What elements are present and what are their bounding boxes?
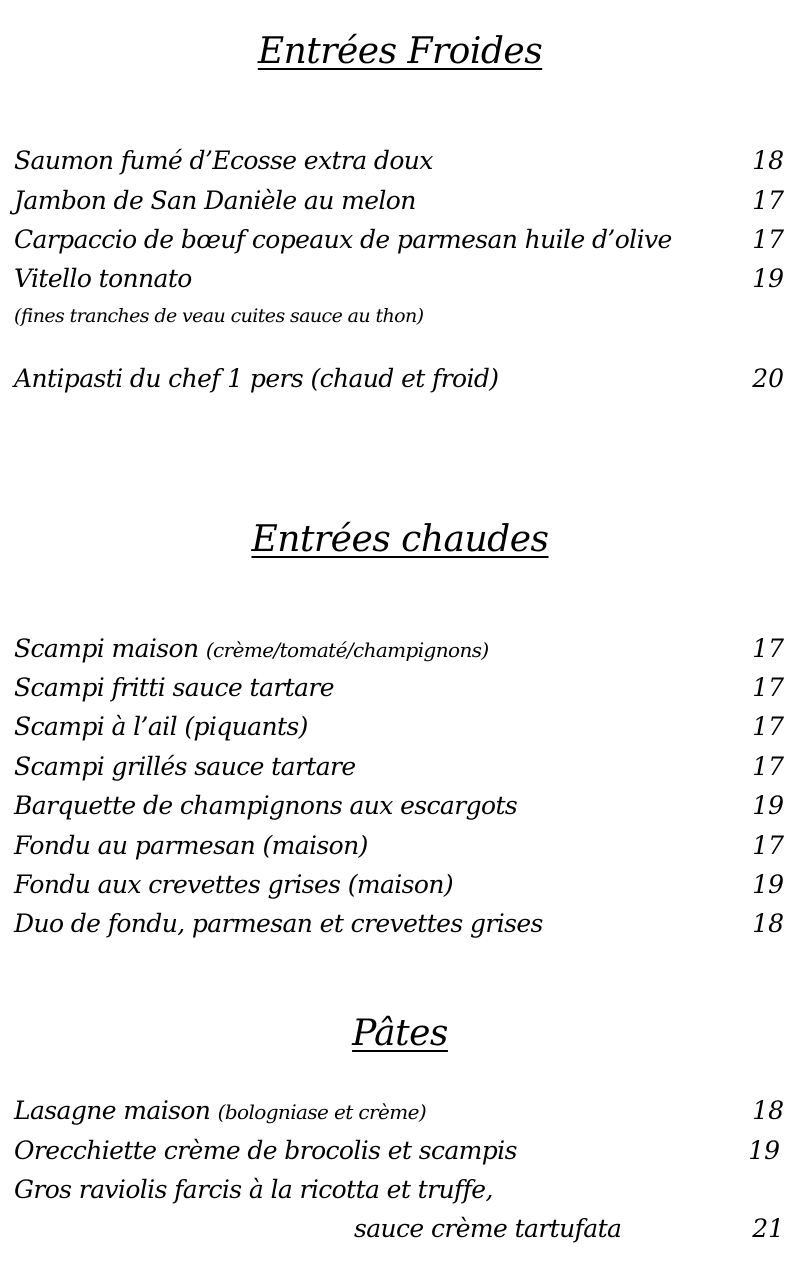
menu-item-name: Saumon fumé d’Ecosse extra doux — [14, 146, 433, 175]
menu-item-name: Carpaccio de bœuf copeaux de parmesan huile d’olive — [14, 225, 672, 254]
menu-item-price: 17 — [752, 831, 784, 860]
section-title-hot: Entrées chaudes — [251, 519, 549, 560]
menu-item-name: Gros raviolis farcis à la ricotta et truffe, — [14, 1175, 493, 1204]
menu-item-price: 18 — [752, 146, 784, 175]
menu-item-price: 19 — [752, 791, 784, 820]
menu-item-price: 17 — [752, 225, 784, 254]
menu-item-note: (bologniase et crème) — [217, 1100, 427, 1124]
menu-item-name: Duo de fondu, parmesan et crevettes grises — [14, 909, 543, 938]
menu-item-name: Barquette de champignons aux escargots — [14, 791, 518, 820]
section-title-cold: Entrées Froides — [257, 31, 543, 72]
menu-item-name: Jambon de San Danièle au melon — [14, 186, 416, 215]
menu-item-note: (crème/tomaté/champignons) — [205, 638, 489, 662]
menu-item — [14, 868, 784, 902]
menu-item-label: Scampi maison — [14, 634, 199, 663]
menu-item-name: Orecchiette crème de brocolis et scampis — [14, 1136, 517, 1165]
menu-item — [14, 184, 784, 218]
menu-item — [14, 907, 784, 941]
menu-item-price: 17 — [752, 752, 784, 781]
menu-item — [14, 362, 784, 396]
menu-item — [14, 632, 784, 666]
menu-item-price: 18 — [752, 1096, 784, 1125]
menu-item-name: Fondu au parmesan (maison) — [14, 831, 368, 860]
menu-item-name: Scampi à l’ail (piquants) — [14, 712, 308, 741]
menu-item — [14, 1134, 780, 1168]
menu-item-price: 18 — [752, 909, 784, 938]
menu-item-name: (fines tranches de veau cuites sauce au thon) — [14, 305, 424, 327]
menu-item-name: sauce crème tartufata — [354, 1214, 622, 1243]
menu-item — [14, 223, 784, 257]
menu-item-price: 19 — [748, 1136, 780, 1165]
menu-item — [14, 262, 784, 296]
menu-item — [14, 710, 784, 744]
menu-item-price: 17 — [752, 712, 784, 741]
menu-item-continuation — [14, 1212, 784, 1246]
menu-item — [14, 1094, 784, 1128]
menu-item-name: Scampi grillés sauce tartare — [14, 752, 356, 781]
menu-item-name: Scampi fritti sauce tartare — [14, 673, 334, 702]
menu-item-price: 19 — [752, 264, 784, 293]
menu-item-description — [14, 302, 784, 330]
menu-item-price: 20 — [752, 364, 784, 393]
menu-item — [14, 829, 784, 863]
menu-item-price: 17 — [752, 634, 784, 663]
menu-item — [14, 750, 784, 784]
menu-item — [14, 789, 784, 823]
menu-item-price: 17 — [752, 673, 784, 702]
section-title-pasta: Pâtes — [352, 1013, 448, 1054]
menu-item-name — [14, 1094, 426, 1129]
menu-item-label: Lasagne maison — [14, 1096, 211, 1125]
menu-item — [14, 1173, 784, 1207]
menu-item-price: 17 — [752, 186, 784, 215]
menu-item-name — [14, 632, 489, 667]
menu-item-price: 21 — [752, 1214, 784, 1243]
menu-item-name: Fondu aux crevettes grises (maison) — [14, 870, 454, 899]
menu-item — [14, 671, 784, 705]
menu-item — [14, 144, 784, 178]
menu-item-name: Vitello tonnato — [14, 264, 192, 293]
menu-item-price: 19 — [752, 870, 784, 899]
menu-item-name: Antipasti du chef 1 pers (chaud et froid) — [14, 364, 499, 393]
